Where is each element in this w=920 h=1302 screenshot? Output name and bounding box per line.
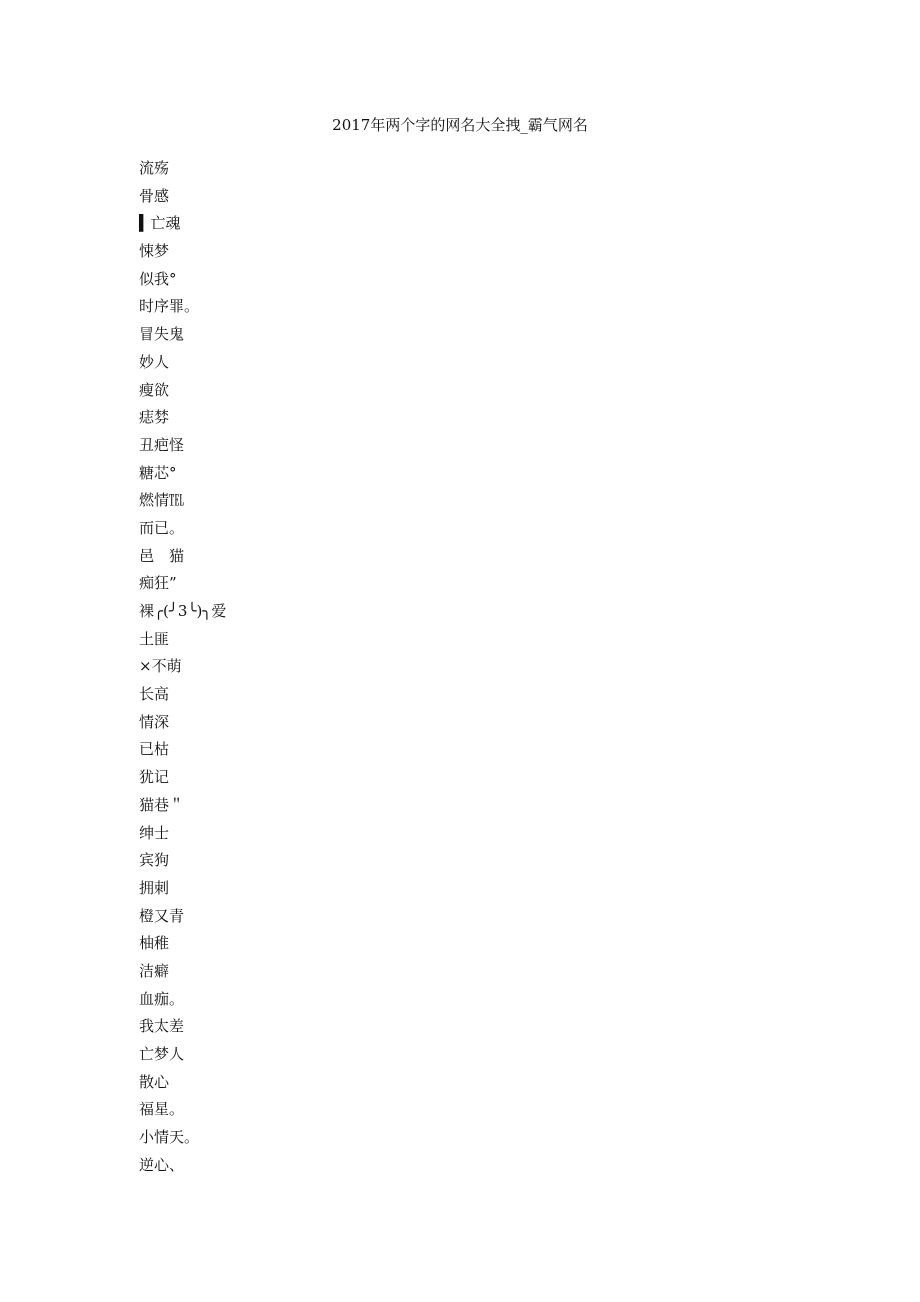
name-list-item: 我太差 xyxy=(139,1017,185,1036)
name-list-item: 小情天。 xyxy=(139,1128,200,1147)
name-list-item: 燃情℡ xyxy=(139,491,185,510)
name-list xyxy=(139,157,226,1181)
name-list-item: 长高 xyxy=(139,685,170,704)
name-list-item: 邑 猫 xyxy=(139,546,185,565)
name-list-item: 骨感 xyxy=(139,186,170,205)
name-list-item: 橙又青 xyxy=(139,906,185,925)
name-list-item: ▍亡魂 xyxy=(139,214,181,233)
name-list-item: 猫巷＂ xyxy=(139,795,185,814)
name-list-item: 宾狗 xyxy=(139,851,170,870)
name-list-item: 丑疤怪 xyxy=(139,435,185,454)
name-list-item: 福星。 xyxy=(139,1100,185,1119)
document-title: 2017年两个字的网名大全拽_霸气网名 xyxy=(332,116,588,134)
name-list-item: 绅士 xyxy=(139,823,170,842)
name-list-item: 流殇 xyxy=(139,159,170,177)
name-list-item: 痣棼 xyxy=(139,408,170,427)
name-list-item: 血痂。 xyxy=(139,989,185,1008)
name-list-item: 犹记 xyxy=(139,768,170,787)
name-list-item: 柚稚 xyxy=(139,934,170,953)
name-list-item: 土匪 xyxy=(139,629,170,648)
name-list-item: 逆心、 xyxy=(139,1155,185,1174)
name-list-item: 冒失鬼 xyxy=(139,325,185,344)
name-list-item: 悚梦 xyxy=(139,242,170,261)
name-list-item: 散心 xyxy=(139,1072,170,1091)
name-list-item: 情深 xyxy=(139,712,170,731)
name-list-item: 妙人 xyxy=(139,352,170,371)
name-list-item: 已枯 xyxy=(139,740,170,759)
name-list-item: 似我° xyxy=(139,269,177,288)
name-list-item: 痴狂” xyxy=(139,574,177,593)
name-list-item: 时序罪。 xyxy=(139,297,200,316)
name-list-item: 拥刺 xyxy=(139,878,170,897)
name-list-item: 瘦欲 xyxy=(139,380,170,399)
name-list-item: 而已。 xyxy=(139,518,185,537)
name-list-item: 亡梦人 xyxy=(139,1045,185,1063)
name-list-item: ×不萌 xyxy=(139,657,182,676)
name-list-item: 洁癖 xyxy=(139,961,170,980)
name-list-item: 糖芯° xyxy=(139,463,177,482)
name-list-item: 裸╭(╯3╰)╮爱 xyxy=(139,602,227,620)
